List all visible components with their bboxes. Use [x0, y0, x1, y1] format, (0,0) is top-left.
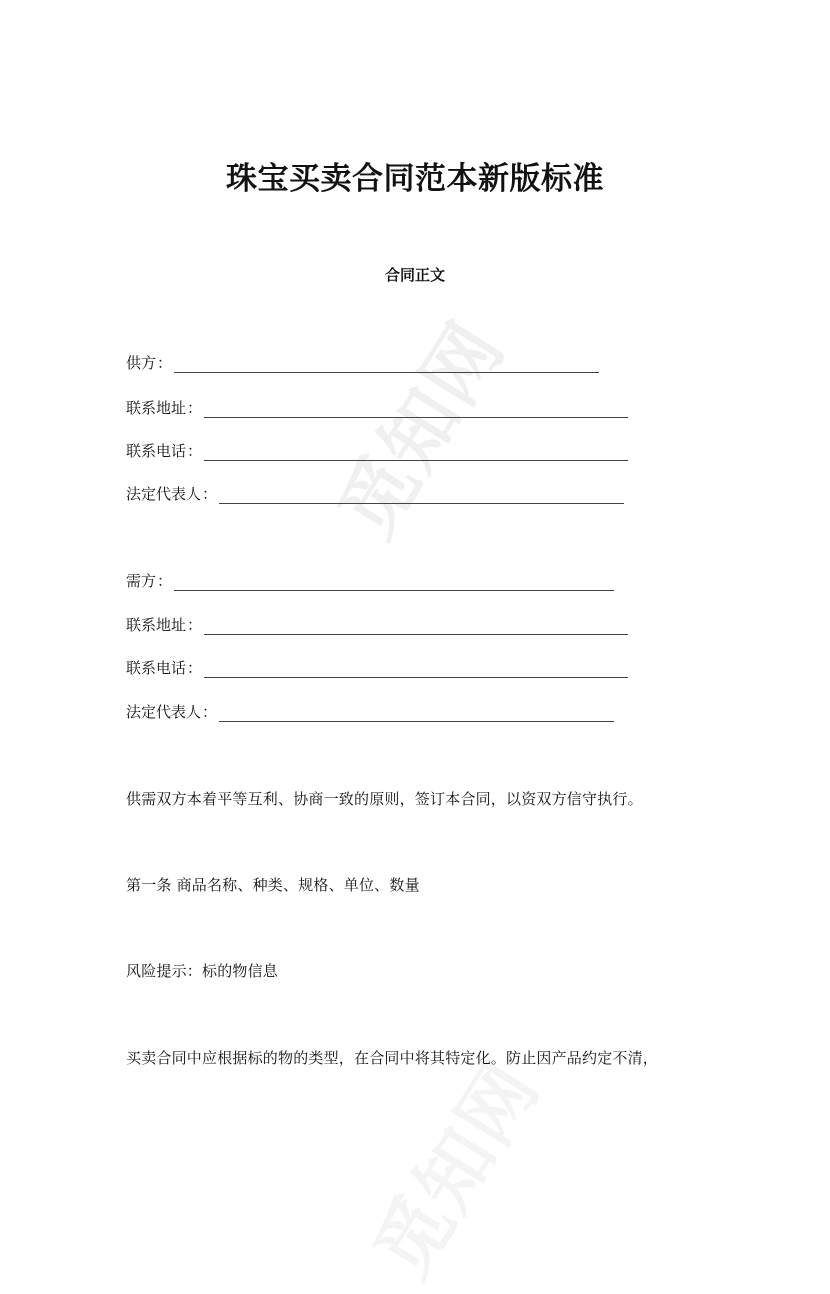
supplier-field [126, 351, 599, 375]
field-label: 法定代表人 [126, 485, 202, 503]
buyer-phone-field [126, 656, 628, 680]
field-colon: ： [187, 399, 203, 417]
field-label: 法定代表人 [126, 703, 202, 721]
field-underline [174, 359, 599, 373]
field-label: 联系地址 [126, 399, 187, 417]
supplier-representative-field [126, 482, 624, 506]
document-title: 珠宝买卖合同范本新版标准 [226, 161, 604, 197]
field-underline [219, 490, 624, 504]
field-label: 联系电话 [126, 442, 187, 460]
field-underline [204, 447, 628, 461]
field-underline [204, 621, 628, 635]
field-underline [204, 664, 628, 678]
field-colon: ： [187, 616, 203, 634]
field-colon: ： [187, 659, 203, 677]
buyer-field [126, 569, 614, 593]
supplier-address-field [126, 396, 628, 420]
field-underline [219, 708, 614, 722]
supplier-phone-field [126, 439, 628, 463]
field-label: 联系电话 [126, 659, 187, 677]
body-paragraph: 买卖合同中应根据标的物的类型，在合同中将其特定化。防止因产品约定不清， [126, 1049, 659, 1067]
field-colon: ： [157, 354, 173, 372]
buyer-representative-field [126, 700, 614, 724]
field-colon: ： [187, 442, 203, 460]
buyer-address-field [126, 613, 628, 637]
field-colon: ： [202, 703, 218, 721]
field-underline [204, 404, 628, 418]
article-heading: 第一条 商品名称、种类、规格、单位、数量 [126, 876, 420, 894]
field-label: 需方 [126, 572, 157, 590]
risk-tip: 风险提示：标的物信息 [126, 962, 279, 980]
document-subtitle: 合同正文 [384, 266, 445, 284]
watermark: 觅知网 [321, 306, 521, 553]
field-label: 联系地址 [126, 616, 187, 634]
intro-paragraph: 供需双方本着平等互利、协商一致的原则，签订本合同，以资双方信守执行。 [126, 790, 643, 808]
field-underline [174, 577, 614, 591]
field-colon: ： [157, 572, 173, 590]
field-label: 供方 [126, 354, 157, 372]
field-colon: ： [202, 485, 218, 503]
